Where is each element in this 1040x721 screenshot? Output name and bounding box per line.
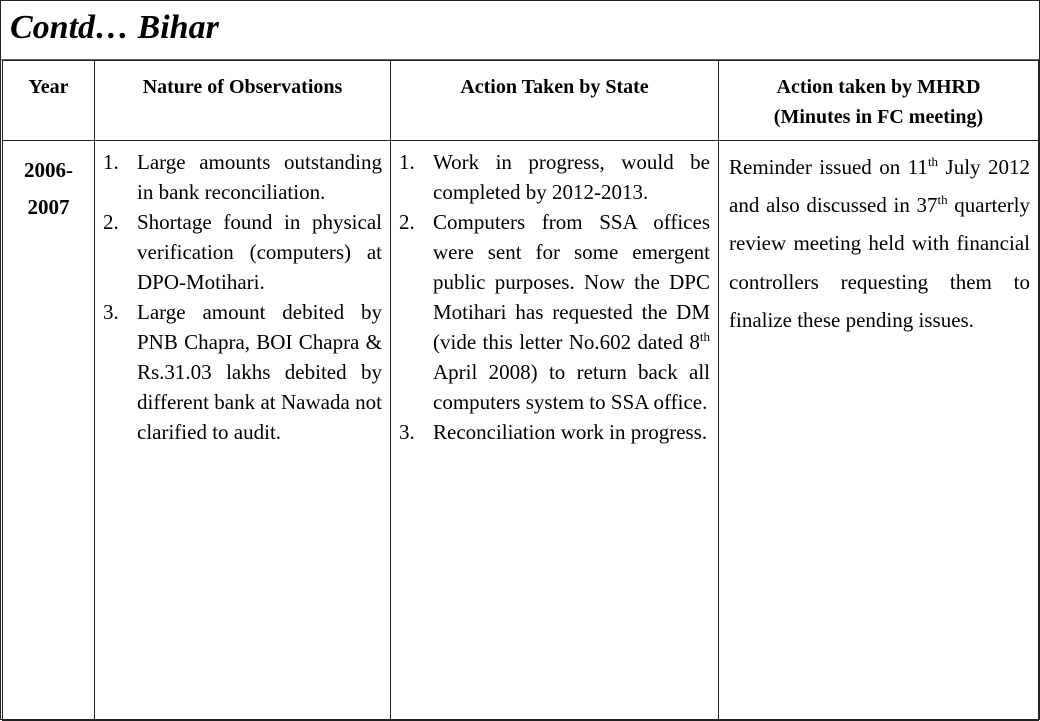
list-text: Shortage found in physical verification (computers) at DPO-Motihari. [137, 210, 382, 294]
list-number: 3. [103, 300, 119, 324]
observations-table [2, 60, 1039, 721]
list-text-after: April 2008) to return back all computers system to SSA office. [433, 360, 710, 414]
observations-list [95, 141, 390, 447]
mhrd-text-part3: quarterly review meeting held with financial controllers requesting them to finalize these pending issues. [729, 193, 1030, 332]
year-line1: 2006- [24, 158, 73, 182]
list-number: 2. [399, 210, 415, 234]
header-mhrd-line2: (Minutes in FC meeting) [773, 106, 984, 128]
title-bar [1, 1, 1039, 60]
mhrd-action-text [719, 141, 1038, 339]
observations-cell [95, 141, 391, 721]
list-text [433, 210, 710, 414]
header-year: Year [3, 61, 95, 141]
list-text-before: Computers from SSA offices were sent for some emergent public purposes. Now the DPC Motihari has requested the DM (vide this letter No.602 dated 8 [433, 210, 710, 354]
list-text: Large amounts outstanding in bank reconciliation. [137, 150, 382, 204]
list-text: Reconciliation work in progress. [433, 420, 708, 444]
page-title: Contd… Bihar [10, 9, 219, 46]
year-cell [3, 141, 95, 721]
list-number: 1. [103, 150, 119, 174]
list-item [103, 147, 382, 207]
list-text: Large amount debited by PNB Chapra, BOI Chapra & Rs.31.03 lakhs debited by different bank at Nawada not clarified to audit. [137, 300, 382, 444]
table-header-row [3, 61, 1039, 141]
table-row [3, 141, 1039, 721]
list-number: 2. [103, 210, 119, 234]
list-item [103, 297, 382, 447]
list-number: 3. [399, 420, 415, 444]
list-item [103, 207, 382, 297]
list-number: 1. [399, 150, 415, 174]
mhrd-text-part1: Reminder issued on 11 [729, 155, 928, 179]
header-state-action: Action Taken by State [391, 61, 719, 141]
year-line2: 2007 [27, 195, 70, 219]
header-mhrd-line1: Action taken by MHRD [776, 76, 981, 98]
header-mhrd-action [719, 61, 1039, 141]
state-action-list [391, 141, 718, 447]
list-item [399, 207, 710, 417]
mhrd-text-part2: July 2012 and also discussed in 37 [729, 155, 1031, 218]
list-item [399, 147, 710, 207]
header-observations: Nature of Observations [95, 61, 391, 141]
list-text: Work in progress, would be completed by 2012-2013. [433, 150, 710, 204]
ordinal-suffix: th [937, 192, 948, 208]
state-action-cell [391, 141, 719, 721]
list-item [399, 417, 710, 447]
ordinal-suffix: th [927, 154, 939, 169]
mhrd-action-cell [719, 141, 1039, 721]
ordinal-suffix: th [699, 329, 710, 344]
